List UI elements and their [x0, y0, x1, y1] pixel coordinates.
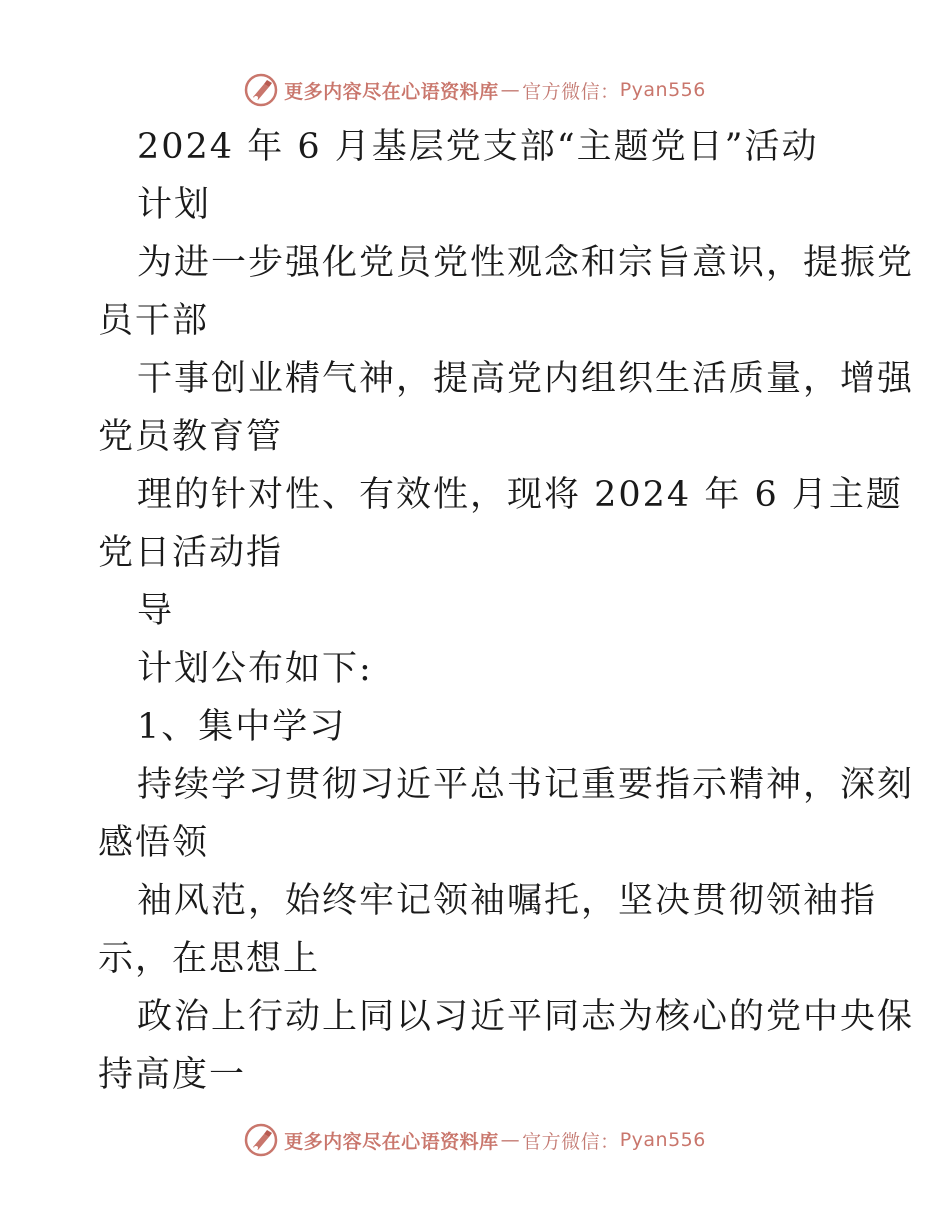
- page-header-banner: [0, 70, 950, 110]
- paragraph-line: 党员教育管: [98, 417, 284, 457]
- paragraph-line: 导: [137, 591, 175, 631]
- watermark-banner: [244, 1123, 706, 1157]
- pen-nib-logo-icon: [244, 73, 278, 107]
- paragraph-line: 理的针对性、有效性，现将 2024 年 6 月主题: [137, 475, 903, 515]
- paragraph-line: 政治上行动上同以习近平同志为核心的党中央保: [137, 997, 915, 1037]
- wechat-label: 官方微信：: [522, 1130, 620, 1153]
- paragraph-line: 党日活动指: [98, 533, 284, 573]
- wechat-id: Pyan556: [619, 79, 706, 101]
- paragraph-line: 计划公布如下:: [137, 649, 373, 689]
- paragraph-line: 持高度一: [98, 1055, 247, 1095]
- paragraph-line: 干事创业精气神，提高党内组织生活质量，增强: [137, 359, 915, 399]
- paragraph-line: 示，在思想上: [98, 939, 321, 979]
- paragraph-line: 感悟领: [98, 823, 210, 863]
- section-heading: 1、集中学习: [137, 707, 347, 747]
- separator-dash: —: [500, 79, 521, 101]
- paragraph-line: 为进一步强化党员党性观念和宗旨意识，提振党: [137, 243, 915, 283]
- separator-dash: —: [500, 1129, 521, 1151]
- wechat-label: 官方微信：: [522, 80, 620, 103]
- paragraph-line: 持续学习贯彻习近平总书记重要指示精神，深刻: [137, 765, 915, 805]
- paragraph-line: 员干部: [98, 301, 210, 341]
- wechat-id: Pyan556: [619, 1129, 706, 1151]
- watermark-banner: [244, 73, 706, 107]
- site-name: 更多内容尽在心语资料库: [284, 1130, 499, 1153]
- pen-nib-logo-icon: [244, 1123, 278, 1157]
- document-title-line-2: 计划: [137, 185, 212, 225]
- site-name: 更多内容尽在心语资料库: [284, 80, 499, 103]
- document-title-line-1: 2024 年 6 月基层党支部“主题党日”活动: [137, 127, 819, 167]
- page-footer-banner: [0, 1120, 950, 1160]
- paragraph-line: 袖风范，始终牢记领袖嘱托，坚决贯彻领袖指: [137, 881, 878, 921]
